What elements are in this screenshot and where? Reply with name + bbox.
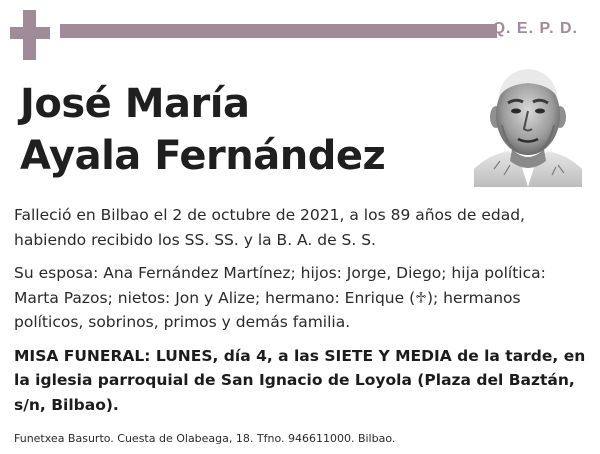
deceased-name [20,78,460,182]
cross-icon [10,10,50,60]
portrait-photo [474,65,582,187]
family-list: Su esposa: Ana Fernández Martínez; hijos: Jorge, Diego; hija política: Marta Pazos; nietos: Jon y Alize; hermano: Enrique (♱); hermanos políticos, sobrinos, primos y demás familia. [14,264,546,331]
qepd-label: Q. E. P. D. [492,20,578,37]
death-announcement: Falleció en Bilbao el 2 de octubre de 2021, a los 89 años de edad, habiendo recibido los SS. SS. y la B. A. de S. S. [14,206,525,249]
cross-icon-horizontal [10,27,50,39]
notice-body [14,203,586,426]
header-rule [60,24,497,38]
funeral-home-footer: Funetxea Basurto. Cuesta de Olabeaga, 18. Tfno. 946611000. Bilbao. [14,432,396,445]
funeral-mass-info: MISA FUNERAL: LUNES, día 4, a las SIETE Y MEDIA de la tarde, en la iglesia parroquial de San Ignacio de Loyola (Plaza del Baztán, s/n, Bilbao). [14,346,586,414]
deceased-name-line2: Ayala Fernández [20,133,386,179]
deceased-name-line1: José María [20,81,250,127]
portrait-photo-drawing [474,65,582,187]
